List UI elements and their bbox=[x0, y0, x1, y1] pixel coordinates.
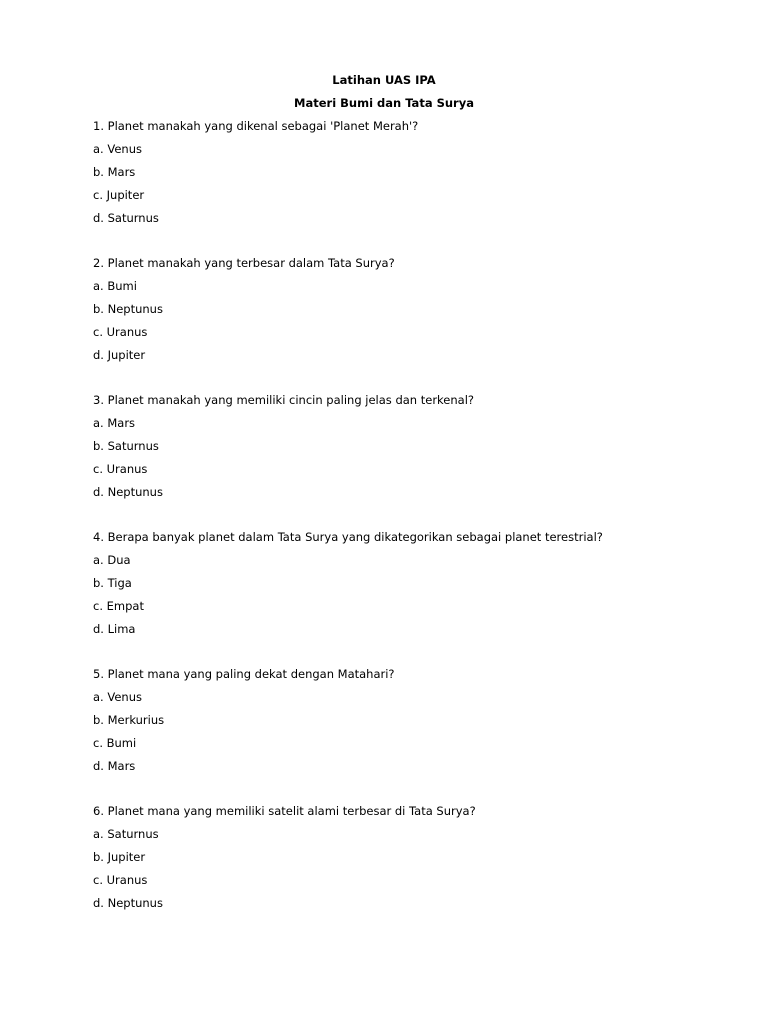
question-3 bbox=[93, 392, 713, 507]
answer-option-d: d. Jupiter bbox=[93, 348, 146, 362]
answer-option-b: b. Neptunus bbox=[93, 302, 163, 316]
answer-option-c: c. Bumi bbox=[93, 736, 137, 750]
question-text: 2. Planet manakah yang terbesar dalam Tata Surya? bbox=[93, 256, 395, 270]
question-text: 3. Planet manakah yang memiliki cincin paling jelas dan terkenal? bbox=[93, 393, 475, 407]
answer-option-c: c. Uranus bbox=[93, 325, 148, 339]
document-title: Latihan UAS IPA bbox=[332, 73, 436, 87]
answer-option-c: c. Uranus bbox=[93, 462, 148, 476]
answer-option-d: d. Saturnus bbox=[93, 211, 159, 225]
answer-option-a: a. Bumi bbox=[93, 279, 137, 293]
answer-option-c: c. Jupiter bbox=[93, 188, 145, 202]
answer-option-d: d. Neptunus bbox=[93, 896, 163, 910]
question-text: 5. Planet mana yang paling dekat dengan Matahari? bbox=[93, 667, 395, 681]
answer-option-a: a. Dua bbox=[93, 553, 131, 567]
answer-option-b: b. Tiga bbox=[93, 576, 132, 590]
question-text: 1. Planet manakah yang dikenal sebagai 'Planet Merah'? bbox=[93, 119, 419, 133]
question-2 bbox=[93, 255, 713, 370]
question-4 bbox=[93, 529, 713, 644]
question-1 bbox=[93, 118, 713, 233]
answer-option-d: d. Lima bbox=[93, 622, 136, 636]
document-subtitle: Materi Bumi dan Tata Surya bbox=[294, 96, 474, 110]
answer-option-a: a. Venus bbox=[93, 142, 142, 156]
question-5 bbox=[93, 666, 713, 781]
question-list bbox=[93, 118, 713, 940]
question-text: 4. Berapa banyak planet dalam Tata Surya yang dikategorikan sebagai planet terestrial? bbox=[93, 530, 603, 544]
answer-option-c: c. Uranus bbox=[93, 873, 148, 887]
answer-option-b: b. Mars bbox=[93, 165, 136, 179]
answer-option-b: b. Saturnus bbox=[93, 439, 159, 453]
question-6 bbox=[93, 803, 713, 918]
question-text: 6. Planet mana yang memiliki satelit alami terbesar di Tata Surya? bbox=[93, 804, 476, 818]
answer-option-a: a. Venus bbox=[93, 690, 142, 704]
answer-option-c: c. Empat bbox=[93, 599, 144, 613]
answer-option-b: b. Jupiter bbox=[93, 850, 146, 864]
document-header bbox=[0, 72, 768, 118]
answer-option-d: d. Mars bbox=[93, 759, 136, 773]
answer-option-a: a. Saturnus bbox=[93, 827, 159, 841]
answer-option-a: a. Mars bbox=[93, 416, 136, 430]
answer-option-d: d. Neptunus bbox=[93, 485, 163, 499]
answer-option-b: b. Merkurius bbox=[93, 713, 165, 727]
